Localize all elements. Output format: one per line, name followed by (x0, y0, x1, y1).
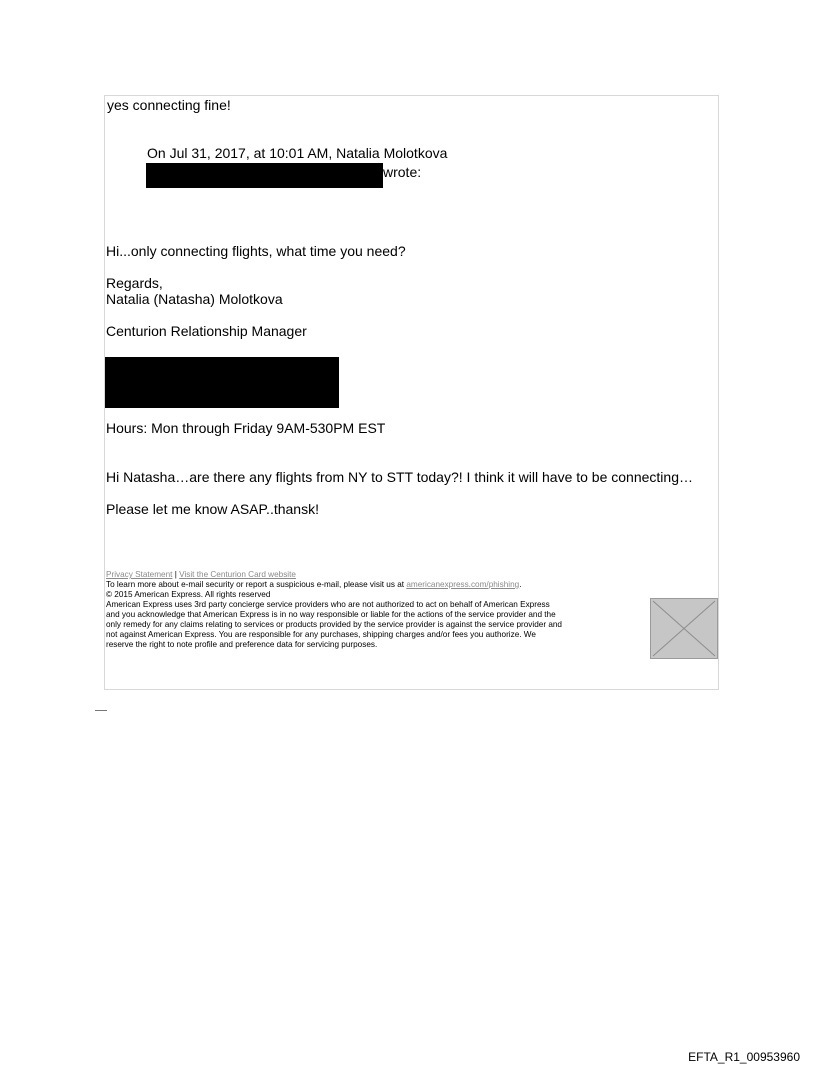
security-notice (106, 580, 521, 590)
security-end: . (519, 580, 522, 589)
disclaimer-line: reserve the right to note profile and preference data for servicing purposes. (106, 640, 378, 649)
footer-separator: | (174, 570, 177, 579)
disclaimer-line: American Express uses 3rd party concierge service providers who are not authorized to act on behalf of American Express (106, 600, 550, 609)
original-followup: Please let me know ASAP..thansk! (106, 501, 319, 517)
original-message: Hi Natasha…are there any flights from NY to STT today?! I think it will have to be connecting… (106, 469, 693, 485)
phishing-link[interactable]: americanexpress.com/phishing (406, 580, 520, 589)
reply-text: yes connecting fine! (107, 97, 231, 113)
footer-links (106, 570, 296, 580)
quote-header-wrote: wrote: (383, 164, 422, 180)
signature-title: Centurion Relationship Manager (106, 323, 307, 339)
privacy-statement-link[interactable]: Privacy Statement (106, 570, 173, 579)
security-text: To learn more about e-mail security or report a suspicious e-mail, please visit us at (106, 580, 405, 589)
disclaimer-line: and you acknowledge that American Express is in no way responsible or liable for the actions of the service provider and the (106, 610, 556, 619)
copyright: © 2015 American Express. All rights reserved (106, 590, 271, 599)
signature-hours: Hours: Mon through Friday 9AM-530PM EST (106, 420, 386, 436)
centurion-website-link[interactable]: Visit the Centurion Card website (179, 570, 296, 579)
bates-number: EFTA_R1_00953960 (688, 1050, 800, 1064)
stray-mark (95, 704, 107, 711)
disclaimer-line: not against American Express. You are responsible for any purchases, shipping charges and/or fees you authorize. We (106, 630, 536, 639)
disclaimer-line: only remedy for any claims relating to services or products provided by the service provider is against the service provider and (106, 620, 562, 629)
quoted-body: Hi...only connecting flights, what time you need? (106, 243, 406, 259)
signature-regards: Regards, (106, 275, 163, 291)
redaction-bar (146, 163, 383, 188)
broken-image-icon (650, 598, 718, 659)
signature-name: Natalia (Natasha) Molotkova (106, 291, 283, 307)
quote-header: On Jul 31, 2017, at 10:01 AM, Natalia Molotkova (147, 145, 448, 161)
redaction-bar (105, 357, 339, 408)
